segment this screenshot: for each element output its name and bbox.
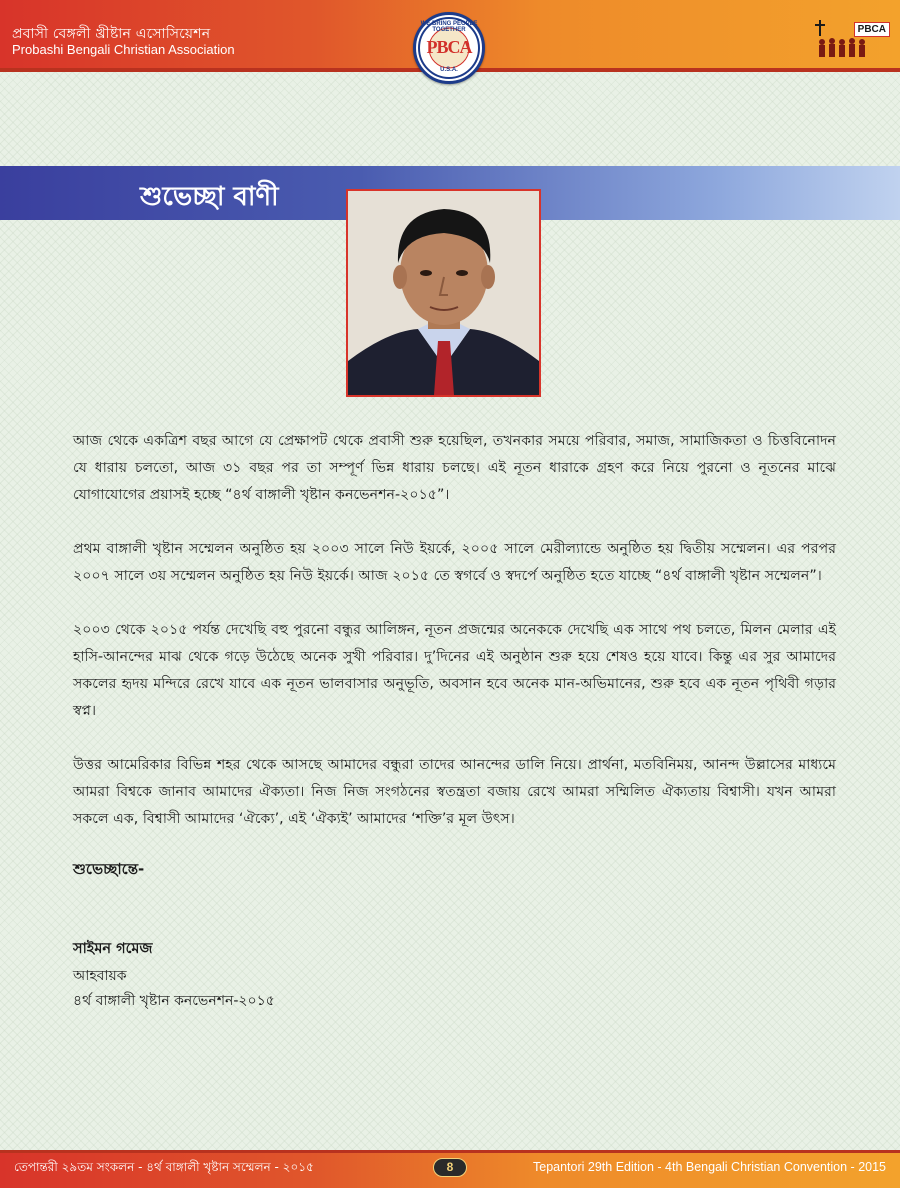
org-name-bengali: প্রবাসী বেঙ্গলী খ্রীষ্টান এসোসিয়েশন <box>12 26 211 42</box>
person-portrait-icon <box>348 191 539 395</box>
page-number: 8 <box>433 1158 467 1177</box>
logo-country: U.S.A. <box>440 67 458 73</box>
paragraph-1: আজ থেকে একত্রিশ বছর আগে যে প্রেক্ষাপট থেকে প্রবাসী শুরু হয়েছিল, তখনকার সময়ে পরিবার, সমাজ, সামাজিকতা ও চিত্তবিনোদন যে ধারায় চলতো, আজ ৩১ বছর পর তা সম্পূর্ণ ভিন্ন ধারায় চলছে। এই নূতন ধারাকে গ্রহণ করে নিয়ে পুরনো ও নূতনের মাঝে যোগাযোগের প্রয়াসই হচ্ছে “৪র্থ বাঙ্গালী খৃষ্টান কনভেনশন-২০১৫”। <box>73 433 836 503</box>
signature-event: ৪র্থ বাঙ্গালী খৃষ্টান কনভেনশন-২০১৫ <box>73 993 275 1009</box>
corner-label: PBCA <box>854 22 890 37</box>
signature-role: আহবায়ক <box>73 968 127 984</box>
org-name-english: Probashi Bengali Christian Association <box>12 42 235 57</box>
footer-left-text: তেপান্তরী ২৯তম সংকলন - ৪র্থ বাঙ্গালী খৃষ্টান সম্মেলন - ২০১৫ <box>14 1160 314 1174</box>
signature-name: সাইমন গমেজ <box>73 941 153 957</box>
paragraph-2: প্রথম বাঙ্গালী খৃষ্টান সম্মেলন অনুষ্ঠিত হয় ২০০৩ সালে নিউ ইয়র্কে, ২০০৫ সালে মেরীল্যান্ডে অনুষ্ঠিত হয় দ্বিতীয় সম্মেলন। এর পরপর ২০০৭ সালে ৩য় সম্মেলন অনুষ্ঠিত হয় নিউ ইয়র্কে। আজ ২০১৫ তে স্বগর্বে ও স্বদর্পে অনুষ্ঠিত হতে যাচ্ছে “৪র্থ বাঙ্গালী খৃষ্টান সম্মেলন”। <box>73 541 836 584</box>
pbca-logo <box>413 12 485 84</box>
message-body <box>73 428 836 860</box>
corner-emblem <box>812 18 890 64</box>
portrait-photo <box>346 189 541 397</box>
paragraph-3: ২০০৩ থেকে ২০১৫ পর্যন্ত দেখেছি বহু পুরনো বন্ধুর আলিঙ্গন, নূতন প্রজন্মের অনেককে দেখেছি এক সাথে পথ চলতে, মিলন মেলার এই হাসি-আনন্দের মাঝ থেকে গড়ে উঠেছে অনেক সুখী পরিবার। দু’দিনের এই অনুষ্ঠান শুরু হয়ে শেষও হয়ে যাবে। কিন্তু এর সুর আমাদের সকলের হৃদয় মন্দিরে রেখে যাবে এক নূতন ভালবাসার অনুভূতি, অবসান হবে অনেক মান-অভিমানের, শুরু হবে এক নূতন পৃথিবী গড়ার স্বপ্ন। <box>73 622 836 719</box>
closing-salutation: শুভেচ্ছান্তে- <box>73 860 145 878</box>
logo-letters: PBCA <box>426 37 472 57</box>
logo-tagline: WE BRING PEOPLE TOGETHER <box>420 21 478 33</box>
paragraph-4: উত্তর আমেরিকার বিভিন্ন শহর থেকে আসছে আমাদের বন্ধুরা তাদের আনন্দের ডালি নিয়ে। প্রার্থনা, মতবিনিময়, আনন্দ উল্লাসের মাধ্যমে আমরা বিশ্বকে জানাব আমাদের ঐক্যতা। নিজ নিজ সংগঠনের স্বতন্ত্রতা বজায় রেখে আমরা সম্মিলিত ঐক্যতায় বিশ্বাসী। যখন আমরা সকলে এক, বিশ্বাসী আমাদের ‘ঐক্যে’, এই ‘ঐক্যই’ আমাদের ‘শক্তি’র মূল উৎস। <box>73 757 836 827</box>
footer-right-text: Tepantori 29th Edition - 4th Bengali Christian Convention - 2015 <box>533 1160 886 1174</box>
section-title: শুভেচ্ছা বাণী <box>140 182 279 212</box>
